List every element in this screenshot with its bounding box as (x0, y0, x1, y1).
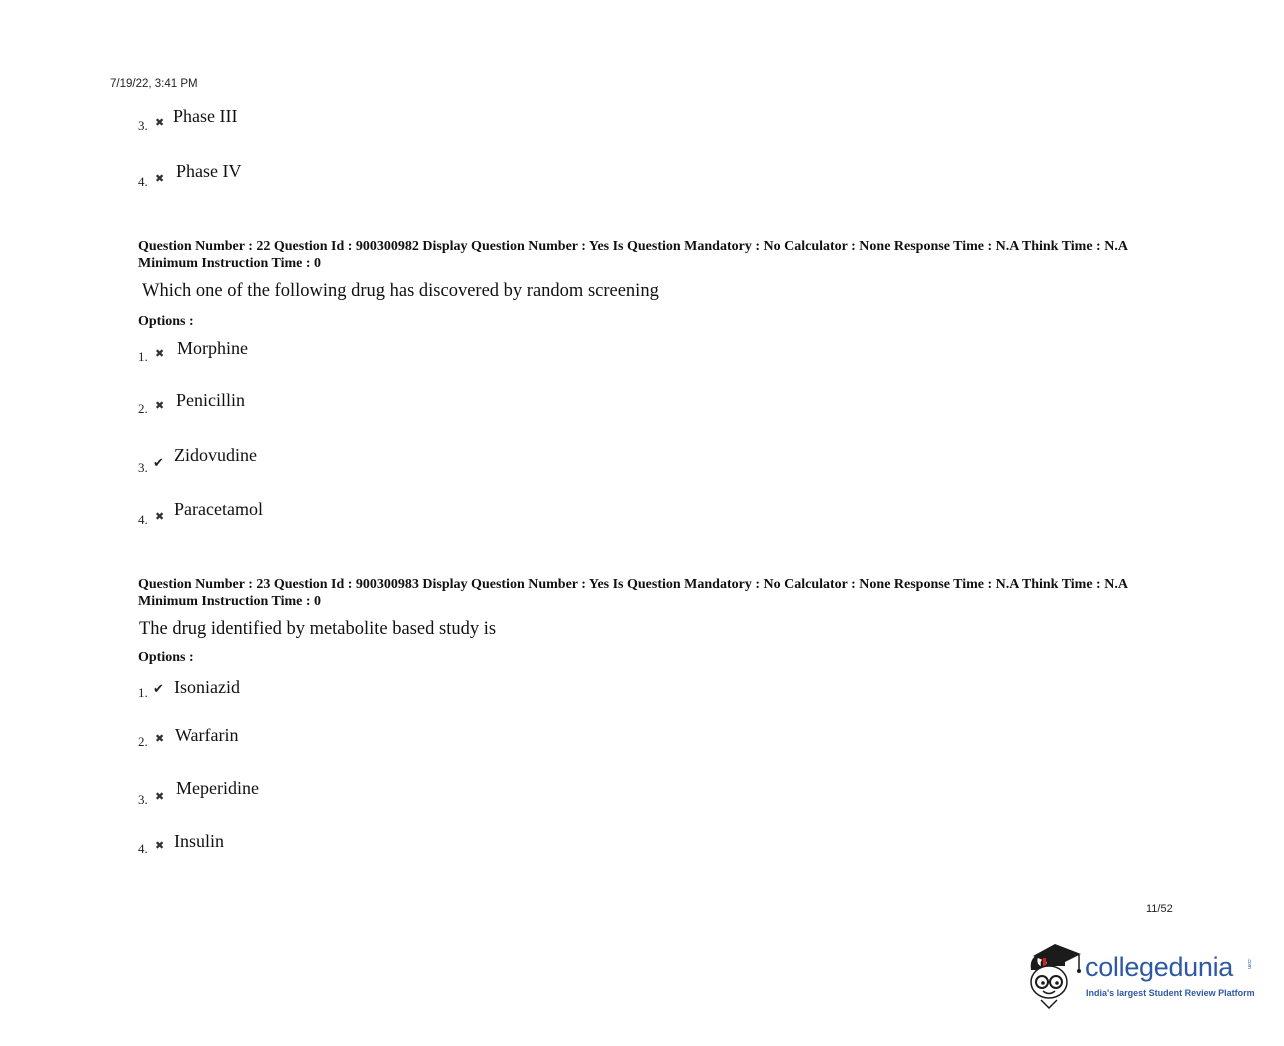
question-text: Which one of the following drug has discovered by random screening (142, 281, 659, 301)
collegedunia-logo (1025, 938, 1255, 1010)
option-text: Phase IV (176, 161, 242, 181)
option-text: Penicillin (176, 390, 245, 410)
option-text: Zidovudine (174, 445, 257, 465)
check-mark-icon: ✔ (153, 456, 164, 471)
option-number: 4. (138, 174, 148, 189)
print-timestamp: 7/19/22, 3:41 PM (110, 78, 198, 90)
logo-wordmark: collegedunia (1085, 952, 1234, 982)
question-meta: Question Number : 23 Question Id : 900300983 Display Question Number : Yes Is Question Mandatory : No Calculator : None Response Time : N.A Think Time : N.A Minimum Instruction Time : 0 (138, 577, 1128, 609)
option-text: Warfarin (175, 725, 239, 745)
option-number: 3. (138, 118, 148, 133)
cross-mark-icon: ✖ (155, 510, 165, 523)
cross-mark-icon: ✖ (155, 732, 165, 745)
question-text: The drug identified by metabolite based study is (139, 619, 497, 639)
option-number: 4. (138, 841, 148, 856)
cross-mark-icon: ✖ (155, 790, 165, 803)
option-number: 2. (138, 401, 148, 416)
cross-mark-icon: ✖ (155, 347, 165, 360)
question-meta: Question Number : 22 Question Id : 900300982 Display Question Number : Yes Is Question Mandatory : No Calculator : None Response Time : N.A Think Time : N.A Minimum Instruction Time : 0 (138, 239, 1128, 271)
cross-mark-icon: ✖ (155, 172, 165, 185)
option-text: Insulin (174, 831, 225, 851)
option-text: Meperidine (176, 778, 259, 798)
option-number: 1. (138, 685, 148, 700)
option-number: 4. (138, 512, 148, 527)
options-label: Options : (138, 650, 194, 665)
option-text: Isoniazid (174, 677, 240, 697)
page-number: 11/52 (1146, 903, 1173, 915)
option-number: 1. (138, 349, 148, 364)
option-text: Phase III (173, 106, 238, 126)
cross-mark-icon: ✖ (155, 839, 165, 852)
option-number: 2. (138, 734, 148, 749)
option-text: Morphine (177, 338, 248, 358)
logo-domain: .com (1246, 958, 1252, 969)
options-label: Options : (138, 314, 194, 329)
cross-mark-icon: ✖ (155, 399, 165, 412)
option-number: 3. (138, 792, 148, 807)
logo-tagline: India's largest Student Review Platform (1086, 988, 1255, 998)
check-mark-icon: ✔ (153, 682, 164, 697)
option-text: Paracetamol (174, 499, 263, 519)
option-number: 3. (138, 460, 148, 475)
cross-mark-icon: ✖ (155, 116, 165, 129)
mascot-icon (1025, 938, 1085, 1010)
